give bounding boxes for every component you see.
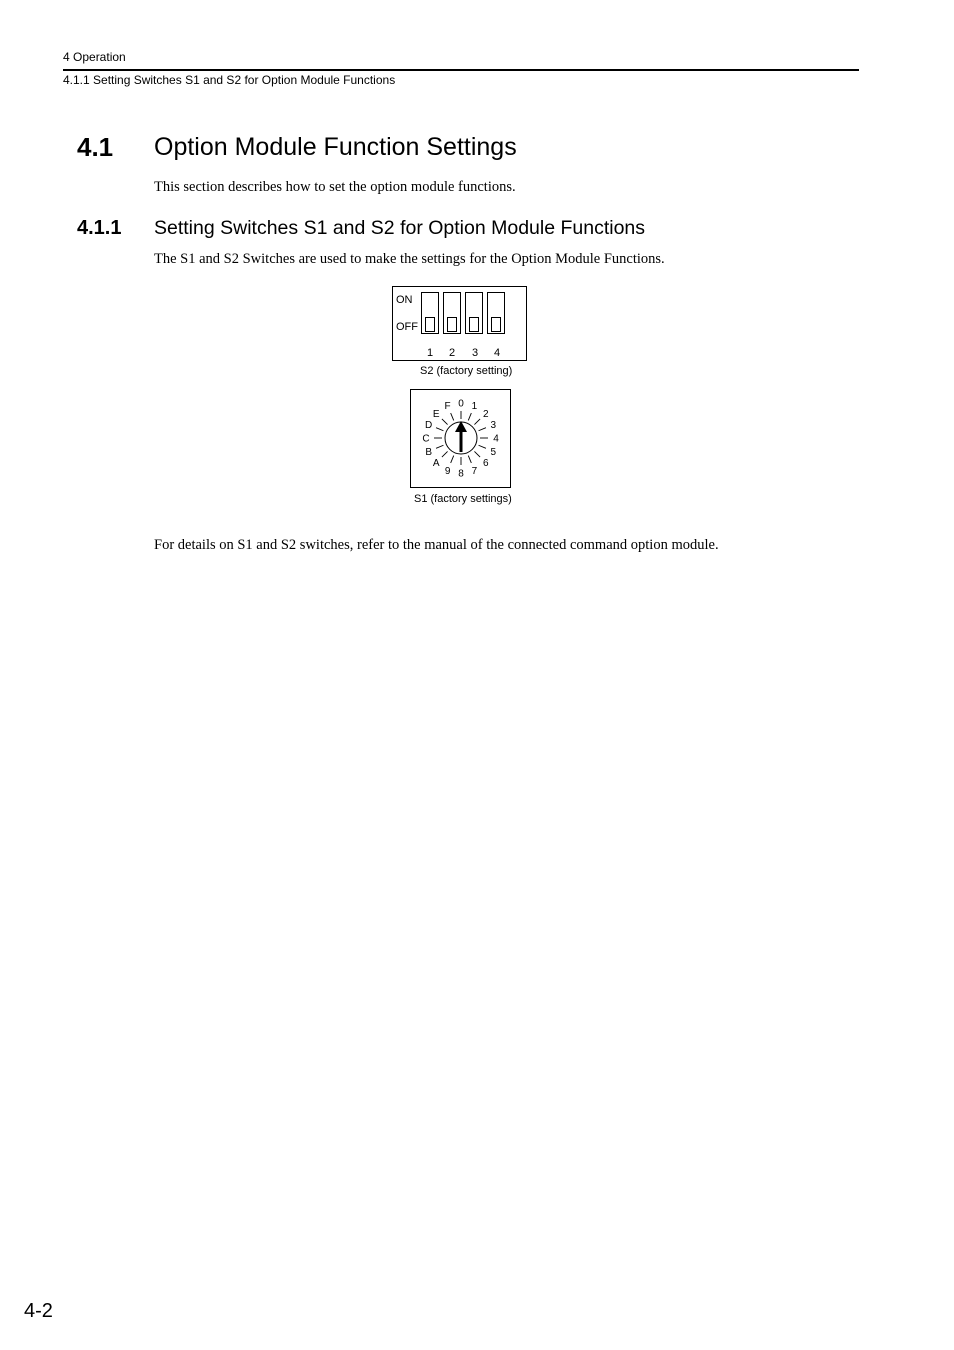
section-intro: This section describes how to set the option module functions. [154, 179, 516, 195]
s2-switch-3-lever [469, 317, 479, 332]
dial-label: 7 [471, 465, 478, 477]
section-title: Option Module Function Settings [154, 133, 517, 161]
dial-label: 9 [444, 465, 451, 477]
dial-tick [468, 413, 471, 420]
dial-label: A [432, 458, 440, 470]
dial-tick [436, 445, 443, 448]
running-header-chapter: 4 Operation [63, 50, 126, 64]
dial-tick [451, 413, 454, 420]
s1-caption: S1 (factory settings) [414, 493, 512, 505]
s2-caption: S2 (factory setting) [420, 365, 513, 377]
dial-tick [442, 451, 448, 457]
s1-rotary-dial [411, 390, 510, 487]
dial-label: 6 [482, 458, 489, 470]
subsection-title: Setting Switches S1 and S2 for Option Module Functions [154, 217, 646, 239]
dial-tick [479, 428, 486, 431]
dial-tick [479, 445, 486, 448]
dial-label: 5 [490, 446, 497, 458]
dial-label: D [425, 420, 433, 432]
dial-label: 1 [471, 401, 478, 413]
s2-switch-number: 3 [471, 347, 479, 359]
running-header-section: 4.1.1 Setting Switches S1 and S2 for Option Module Functions [63, 73, 396, 87]
s2-off-label: OFF [396, 321, 418, 333]
dial-label: 3 [490, 420, 497, 432]
s2-switch-2-lever [447, 317, 457, 332]
dial-tick [451, 456, 454, 463]
dial-label: 8 [458, 468, 464, 480]
s2-switch-number: 1 [426, 347, 434, 359]
dial-label: 0 [458, 398, 464, 410]
s2-switch-4-lever [491, 317, 501, 332]
details-note: For details on S1 and S2 switches, refer to the manual of the connected command option module. [154, 537, 719, 553]
s2-switch-number: 4 [493, 347, 501, 359]
s2-on-label: ON [396, 294, 413, 306]
dial-label: B [425, 446, 433, 458]
subsection-text: The S1 and S2 Switches are used to make the settings for the Option Module Functions. [154, 251, 665, 267]
header-rule [63, 69, 859, 71]
dial-tick [436, 428, 443, 431]
dial-label: C [422, 433, 430, 445]
dial-tick [474, 419, 480, 425]
dial-tick [468, 456, 471, 463]
dial-tick [442, 419, 448, 425]
dial-tick [474, 451, 480, 457]
section-number: 4.1 [77, 132, 114, 162]
dial-label: 2 [482, 408, 489, 420]
subsection-number: 4.1.1 [77, 217, 122, 239]
s2-switch-1-lever [425, 317, 435, 332]
dial-label: F [444, 401, 451, 413]
page-number: 4-2 [24, 1300, 53, 1322]
dial-label: 4 [493, 433, 499, 445]
dial-label: E [432, 408, 440, 420]
s2-switch-number: 2 [448, 347, 456, 359]
